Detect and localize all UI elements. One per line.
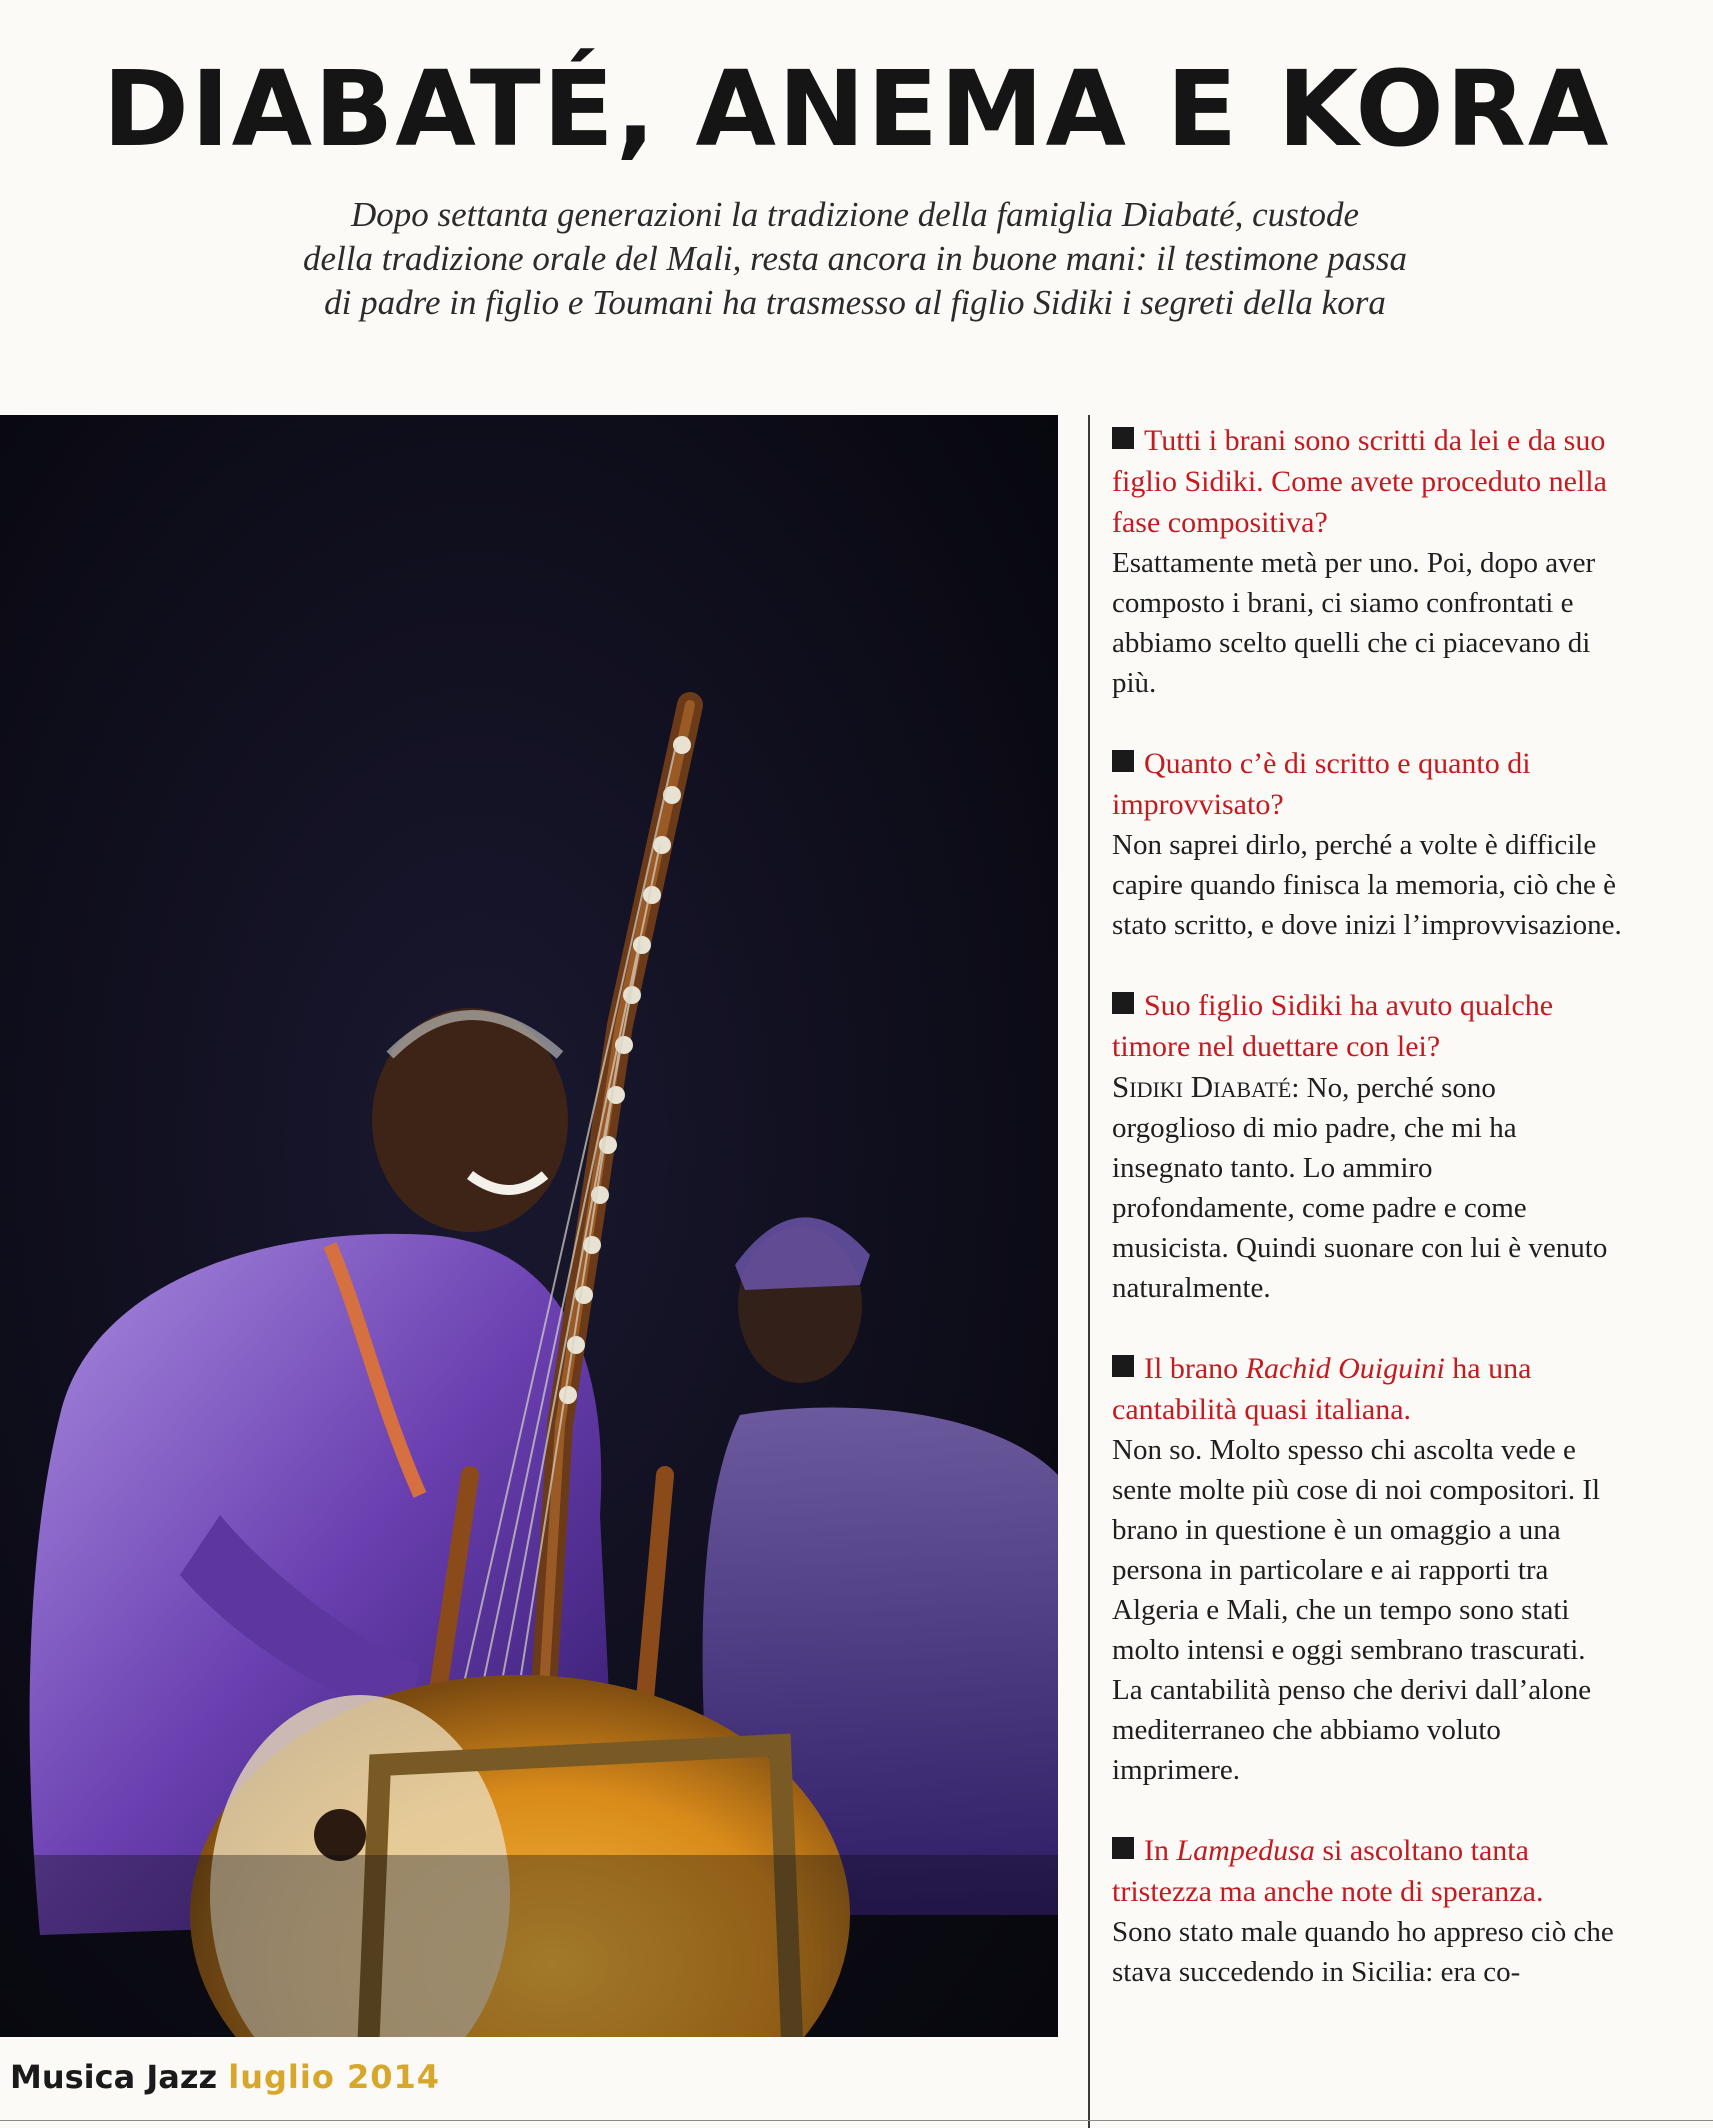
interview-item	[1112, 1348, 1622, 1790]
question: In Lampedusa si ascoltano tanta tristezza ma anche note di speranza.	[1112, 1834, 1544, 1908]
answer: Non saprei dirlo, perché a volte è difficile capire quando finisca la memoria, ciò che è stato scritto, e dove inizi l’improvvisazione.	[1112, 829, 1622, 941]
page-footer	[10, 2058, 440, 2096]
magazine-name: Musica Jazz	[10, 2058, 218, 2096]
square-bullet-icon	[1112, 750, 1134, 772]
standfirst-line: di padre in figlio e Toumani ha trasmesso al figlio Sidiki i segreti della kora	[324, 283, 1386, 322]
answer: Sono stato male quando ho appreso ciò che stava succedendo in Sicilia: era co-	[1112, 1916, 1614, 1988]
interview-column	[1112, 420, 1622, 2032]
square-bullet-icon	[1112, 1355, 1134, 1377]
square-bullet-icon	[1112, 427, 1134, 449]
question: Suo figlio Sidiki ha avuto qualche timore nel duettare con lei?	[1112, 989, 1554, 1063]
interview-item	[1112, 1830, 1622, 1992]
track-title: Rachid Ouiguini	[1245, 1352, 1445, 1385]
column-rule	[1088, 415, 1090, 2128]
issue-date: luglio 2014	[228, 2058, 441, 2096]
interview-item	[1112, 420, 1622, 703]
answer: Non so. Molto spesso chi ascolta vede e sente molte più cose di noi compositori. Il brano in questione è un omaggio a una persona in particolare e ai rapporti tra Algeria e Mali, che un tempo sono stati molto intensi e oggi sembrano trascurati. La cantabilità penso che derivi dall’alone mediterraneo che abbiamo voluto imprimere.	[1112, 1434, 1601, 1786]
question: Quanto c’è di scritto e quanto di improvvisato?	[1112, 747, 1531, 821]
bottom-rule	[0, 2120, 1713, 2121]
square-bullet-icon	[1112, 1837, 1134, 1859]
speaker-name: Sidiki Diabaté	[1112, 1069, 1292, 1104]
standfirst	[200, 193, 1510, 325]
question: Il brano Rachid Ouiguini ha una cantabilità quasi italiana.	[1112, 1352, 1532, 1426]
question: Tutti i brani sono scritti da lei e da suo figlio Sidiki. Come avete proceduto nella fase compositiva?	[1112, 424, 1607, 539]
answer: Esattamente metà per uno. Poi, dopo aver composto i brani, ci siamo confrontati e abbiamo scelto quelli che ci piacevano di più.	[1112, 547, 1596, 699]
square-bullet-icon	[1112, 992, 1134, 1014]
track-title: Lampedusa	[1176, 1834, 1315, 1867]
standfirst-line: della tradizione orale del Mali, resta ancora in buone mani: il testimone passa	[302, 239, 1408, 278]
answer: Sidiki Diabaté: No, perché sono orgoglioso di mio padre, che mi ha insegnato tanto. Lo ammiro profondamente, come padre e come musicista. Quindi suonare con lui è venuto naturalmente.	[1112, 1069, 1608, 1304]
concert-photo	[0, 415, 1058, 2037]
interview-item	[1112, 743, 1622, 945]
standfirst-line: Dopo settanta generazioni la tradizione della famiglia Diabaté, custode	[350, 195, 1360, 234]
headline: DIABATÉ, ANEMA E KORA	[102, 48, 1611, 170]
interview-item	[1112, 985, 1622, 1308]
